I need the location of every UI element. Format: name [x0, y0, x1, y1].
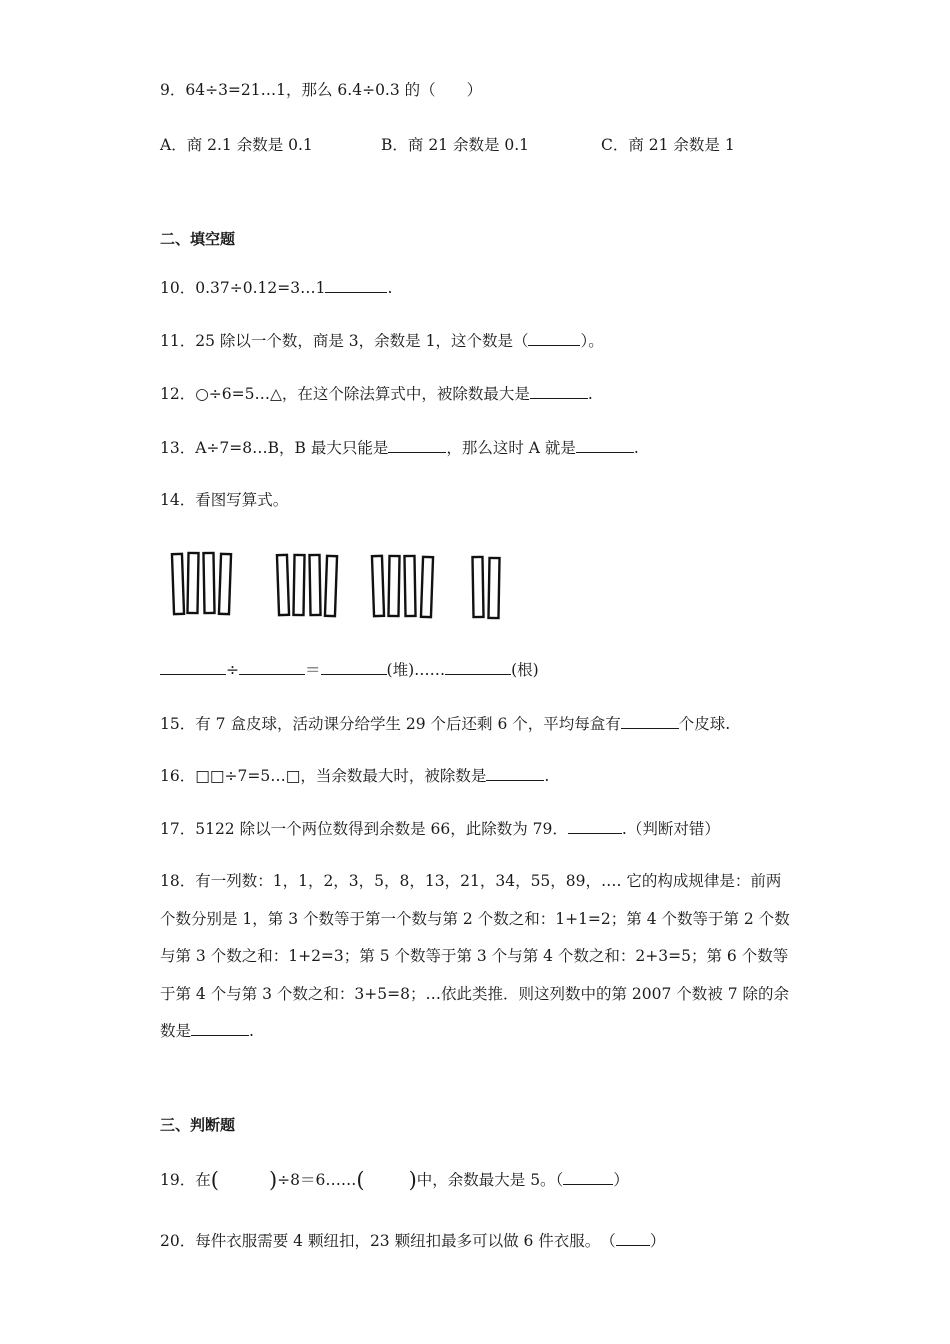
question-19-claim: 中，余数最大是 5。（ — [416, 1171, 564, 1189]
stick — [203, 553, 214, 613]
left-paren: ( — [356, 1168, 365, 1192]
stick — [388, 556, 399, 616]
quotient-blank[interactable] — [321, 659, 387, 675]
question-16 — [160, 765, 549, 786]
question-18-text: 18．有一列数：1，1，2，3，5，8，13，21，34，55，89，…. 它的构成规律是：前两个数分别是 1，第 3 个数等于第一个数与第 2 个数之和：1+1=2；第 4 个数等于第 2 个数与第 3 个数之和：1+2=3；第 5 个数等于第 3 个与第 4 个数之和：2+3=5；第 6 个数等于第 4 个与第 3 个数之和：3+5=8；…依此类推．则这列数中的第 2007 个数被 7 除的余数是 — [160, 872, 790, 1040]
stick-group-1 — [172, 553, 231, 614]
section-heading-judgement: 三、判断题 — [160, 1116, 236, 1134]
answer-blank[interactable] — [528, 330, 580, 346]
stick — [472, 557, 483, 617]
question-14-formula — [160, 659, 539, 680]
question-11-text: 11．25 除以一个数，商是 3，余数是 1，这个数是（ — [160, 332, 529, 350]
question-13-text: 13．A÷7=8…B，B 最大只能是 — [160, 439, 389, 457]
question-17-text: 17．5122 除以一个两位数得到余数是 66，此除数为 79． — [160, 820, 568, 838]
question-16-text: 16．□□÷7=5…□，当余数最大时，被除数是 — [160, 767, 487, 785]
answer-blank-b[interactable] — [388, 437, 446, 453]
stick — [172, 554, 184, 614]
stick — [488, 558, 499, 618]
answer-blank[interactable] — [568, 818, 622, 834]
answer-blank[interactable] — [486, 765, 544, 781]
question-9-stem: 9．64÷3=21…1，那么 6.4÷0.3 的（ ） — [160, 81, 483, 99]
stick — [309, 555, 320, 615]
question-14-stem: 14．看图写算式。 — [160, 491, 289, 509]
question-13-end: . — [633, 439, 639, 457]
left-paren: ( — [210, 1168, 219, 1192]
question-13-mid: ，那么这时 A 就是 — [446, 439, 576, 457]
question-20-end: ） — [649, 1232, 666, 1250]
right-paren: ) — [408, 1168, 417, 1192]
question-10 — [160, 277, 392, 298]
stick-group-2 — [277, 555, 337, 616]
stick — [293, 555, 304, 615]
stick — [219, 554, 231, 614]
question-15 — [160, 713, 730, 734]
question-11 — [160, 330, 604, 351]
question-16-end: . — [544, 767, 550, 785]
answer-blank[interactable] — [621, 713, 679, 729]
stick — [421, 557, 433, 617]
section-heading-fill-blank: 二、填空题 — [160, 230, 236, 248]
right-paren: ) — [268, 1168, 278, 1192]
question-9-option-a[interactable]: A．商 2.1 余数是 0.1 — [160, 136, 313, 154]
divisor-blank[interactable] — [239, 659, 305, 675]
dividend-blank[interactable] — [160, 659, 226, 675]
question-12-text: 12．○÷6=5…△，在这个除法算式中，被除数最大是 — [160, 385, 530, 403]
question-13 — [160, 437, 639, 458]
question-17 — [160, 818, 720, 839]
question-20-text: 20．每件衣服需要 4 颗纽扣，23 颗纽扣最多可以做 6 件衣服。 （ — [160, 1232, 616, 1250]
stick — [277, 555, 289, 615]
stick — [187, 553, 198, 613]
answer-blank[interactable] — [325, 277, 387, 293]
question-18-end: . — [249, 1022, 254, 1040]
stick — [404, 556, 415, 616]
quotient-unit: (堆)…… — [386, 661, 446, 679]
answer-blank[interactable] — [616, 1230, 650, 1246]
divide-sign: ÷ — [226, 661, 239, 679]
question-19-end: ） — [613, 1171, 629, 1189]
question-15-end: 个皮球. — [678, 715, 731, 733]
question-12 — [160, 383, 593, 404]
question-12-end: . — [587, 385, 593, 403]
question-17-end: .（判断对错） — [621, 820, 720, 838]
question-10-end: . — [387, 279, 393, 297]
question-19 — [160, 1169, 629, 1190]
question-9-option-b[interactable]: B．商 21 余数是 0.1 — [381, 136, 530, 154]
question-18 — [160, 863, 790, 1051]
sticks-figure — [160, 545, 520, 625]
stick — [325, 556, 337, 616]
answer-blank[interactable] — [191, 1020, 249, 1036]
answer-blank-a[interactable] — [576, 437, 634, 453]
question-20 — [160, 1230, 665, 1251]
question-9-option-c[interactable]: C．商 21 余数是 1 — [601, 136, 735, 154]
answer-blank[interactable] — [563, 1169, 613, 1185]
question-19-formula: ÷8＝6…… — [277, 1171, 357, 1189]
stick — [372, 556, 384, 616]
stick-group-3 — [372, 556, 433, 617]
question-19-text: 19．在 — [160, 1171, 211, 1189]
stick-group-4 — [472, 557, 499, 618]
equals-sign: ＝ — [305, 661, 321, 679]
remainder-unit: (根) — [511, 661, 539, 679]
question-11-end: ）。 — [580, 332, 604, 350]
question-15-text: 15．有 7 盒皮球，活动课分给学生 29 个后还剩 6 个，平均每盒有 — [160, 715, 621, 733]
answer-blank[interactable] — [530, 383, 588, 399]
remainder-blank[interactable] — [445, 659, 511, 675]
question-10-text: 10．0.37÷0.12=3…1 — [160, 279, 326, 297]
